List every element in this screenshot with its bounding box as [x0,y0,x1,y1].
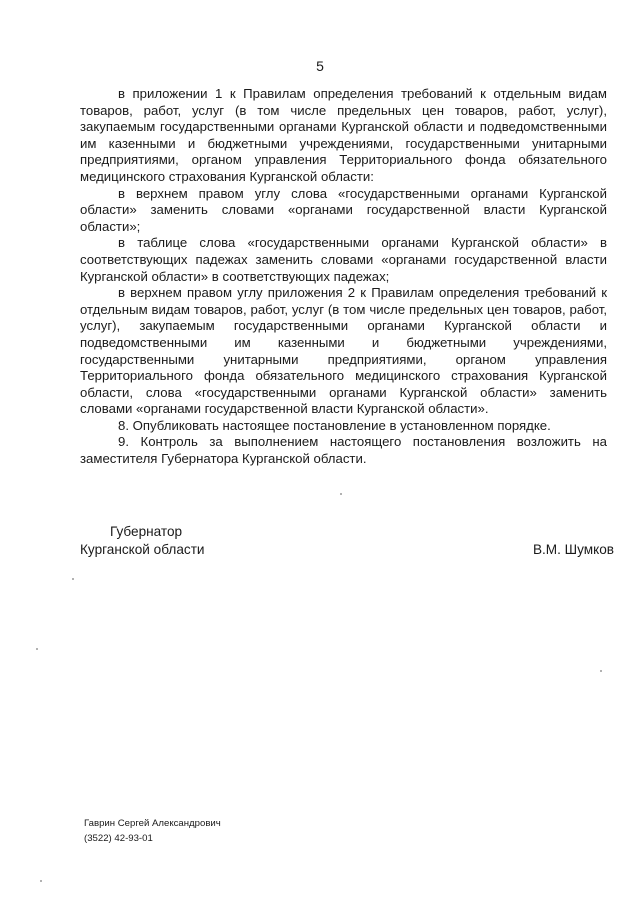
executor-block [84,816,221,846]
paragraph-item-9: 9. Контроль за выполнением настоящего постановления возложить на заместителя Губернатора Курганской области. [80,434,607,467]
scan-speck [36,648,38,650]
paragraph-appendix-2: в верхнем правом углу приложения 2 к Правилам определения требований к отдельным видам товаров, работ, услуг (в том числе предельных цен товаров, работ, услуг), закупаемым государственными органами Курганской области и подведомственными им казенными и бюджетными учреждениями, государственными унитарными предприятиями, органом управления Территориального фонда обязательного медицинского страхования Курганской области, слова «государственными органами Курганской области» заменить словами «органами государственной власти Курганской области». [80,285,607,417]
scan-speck [340,493,342,495]
page-number: 5 [316,58,324,74]
paragraph-item-8: 8. Опубликовать настоящее постановление в установленном порядке. [118,417,551,433]
document-body [80,86,607,468]
signature-block [80,523,614,559]
signature-title: Губернатор [110,524,183,539]
scan-speck [72,578,74,580]
scan-speck [40,880,42,882]
signatory-name: В.М. Шумков [532,542,614,557]
paragraph-appendix-1: в приложении 1 к Правилам определения требований к отдельным видам товаров, работ, услуг (в том числе предельных цен товаров, работ, услуг), закупаемым государственными органами Курганской области и подведомственными им казенными и бюджетными учреждениями, государственными унитарными предприятиями, органом управления Территориального фонда обязательного медицинского страхования Курганской области: [80,86,607,184]
paragraph-upper-right-corner: в верхнем правом углу слова «государственными органами Курганской области» заменить словами «органами государственной власти Курганской области»; [80,185,607,234]
executor-phone: (3522) 42-93-01 [84,833,153,844]
paragraph-table-replacement: в таблице слова «государственными органами Курганской области» в соответствующих падежах заменить словами «органами государственной власти Курганской области» в соответствующих падежах; [80,235,607,284]
signature-region: Курганской области [80,542,205,557]
executor-name: Гаврин Сергей Александрович [84,818,221,829]
scan-speck [600,670,602,672]
